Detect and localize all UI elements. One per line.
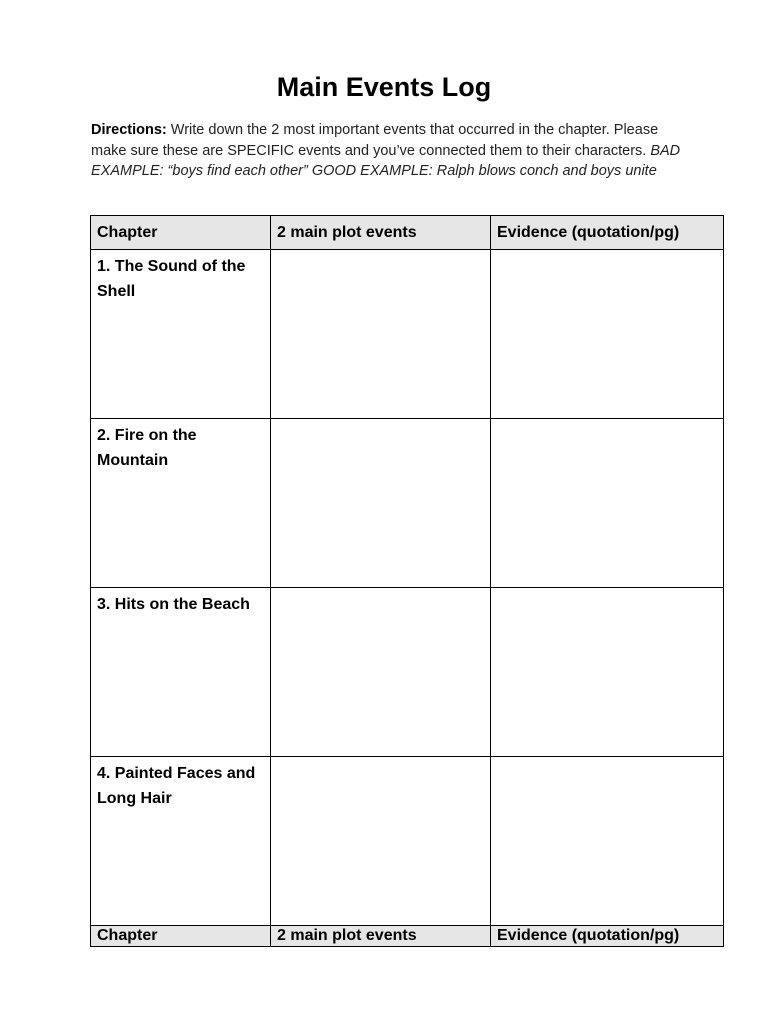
table-row [91, 757, 724, 926]
chapter-cell: 1. The Sound of the Shell [91, 250, 271, 419]
header-chapter: Chapter [91, 216, 271, 250]
directions-label: Directions: [91, 122, 167, 138]
directions-text [91, 120, 681, 182]
table-row [91, 250, 724, 419]
table-row [91, 419, 724, 588]
table-repeat-header-row [91, 926, 724, 947]
evidence-cell[interactable] [491, 757, 724, 926]
directions-body: Write down the 2 most important events that occurred in the chapter. Please make sure these are SPECIFIC events and you’ve connected them to their characters. [91, 122, 659, 159]
plot-events-cell[interactable] [271, 250, 491, 419]
plot-events-cell[interactable] [271, 757, 491, 926]
table-header-row [91, 216, 724, 250]
directions-examples: BAD EXAMPLE: “boys find each other” GOOD EXAMPLE: Ralph blows conch and boys unite [91, 142, 681, 179]
footer-header-plot-events: 2 main plot events [271, 926, 491, 947]
plot-events-cell[interactable] [271, 588, 491, 757]
chapter-cell: 2. Fire on the Mountain [91, 419, 271, 588]
footer-header-chapter: Chapter [91, 926, 271, 947]
header-plot-events: 2 main plot events [271, 216, 491, 250]
chapter-cell: 3. Hits on the Beach [91, 588, 271, 757]
evidence-cell[interactable] [491, 250, 724, 419]
evidence-cell[interactable] [491, 419, 724, 588]
events-log-table [90, 215, 724, 947]
plot-events-cell[interactable] [271, 419, 491, 588]
table-row [91, 588, 724, 757]
chapter-cell: 4. Painted Faces and Long Hair [91, 757, 271, 926]
evidence-cell[interactable] [491, 588, 724, 757]
page-title: Main Events Log [276, 72, 492, 102]
footer-header-evidence: Evidence (quotation/pg) [491, 926, 724, 947]
header-evidence: Evidence (quotation/pg) [491, 216, 724, 250]
